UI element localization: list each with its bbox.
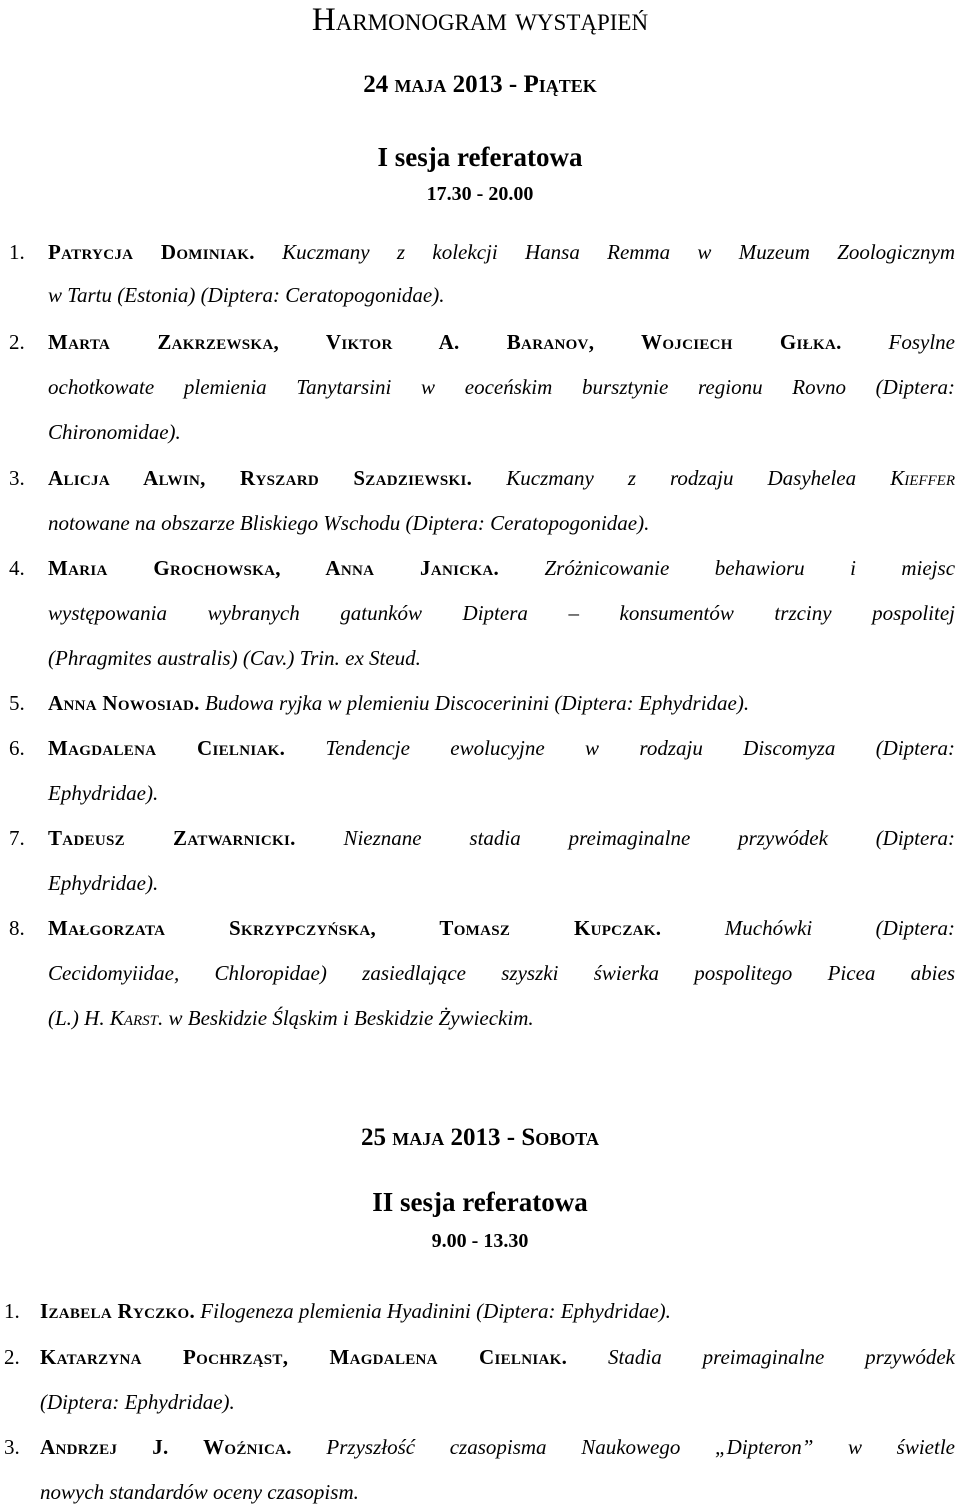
talk-title: (L.) H. Karst. w Beskidzie Śląskim i Beskidzie Żywieckim. [48,1006,534,1030]
talk-authors: Małgorzata Skrzypczyńska, Tomasz Kupczak. [48,916,662,940]
talk-title: występowania wybranych gatunków Diptera – konsumentów trzciny pospolitej [48,601,955,625]
talk-authors: Patrycja Dominiak. [48,240,255,264]
talk-authors: Magdalena Cielniak. [48,736,286,760]
talk-authors: Maria Grochowska, Anna Janicka. [48,556,500,580]
talk-title: Ephydridae). [48,781,159,805]
day1-time: 17.30 - 20.00 [426,183,534,205]
talk-authors: Anna Nowosiad. [48,691,200,715]
talk-authors: Izabela Ryczko. [40,1299,196,1323]
talk-title: Filogeneza plemienia Hyadinini (Diptera: Ephydridae). [200,1299,671,1323]
talk-title: Chironomidae). [48,420,181,444]
talk-title: (Diptera: Ephydridae). [40,1390,235,1414]
talk-title: Cecidomyiidae, Chloropidae) zasiedlające szyszki świerka pospolitego Picea abies [48,961,955,985]
talk-title: Zróżnicowanie behawioru i miejsc [544,556,956,580]
page-title: Harmonogram wystąpień [311,2,649,38]
talk-title: ochotkowate plemienia Tanytarsini w eoceńskim bursztynie regionu Rovno (Diptera: [48,375,955,399]
talk-title: nowych standardów oceny czasopism. [40,1480,359,1504]
talk-authors: Andrzej J. Woźnica. [40,1435,292,1459]
talk-title: Budowa ryjka w plemieniu Discocerinini (Diptera: Ephydridae). [204,691,750,715]
talk-title: (Phragmites australis) (Cav.) Trin. ex Steud. [48,646,421,670]
talk-title: Tendencje ewolucyjne w rodzaju Discomyza (Diptera: [325,736,956,760]
talk-title: Kuczmany z kolekcji Hansa Remma w Muzeum Zoologicznym [282,240,956,264]
talk-title: w Tartu (Estonia) (Diptera: Ceratopogonidae). [48,283,445,307]
day2-heading: 25 maja 2013 - Sobota [361,1124,599,1151]
talk-title: Ephydridae). [48,871,159,895]
talk-authors: Tadeusz Zatwarnicki. [48,826,296,850]
talk-authors: Katarzyna Pochrząst, Magdalena Cielniak. [40,1345,568,1369]
talk-title: Stadia preimaginalne przywódek [608,1345,955,1369]
talk-title: Muchówki (Diptera: [724,916,955,940]
talk-title: notowane na obszarze Bliskiego Wschodu (Diptera: Ceratopogonidae). [48,511,650,535]
talk-title: Nieznane stadia preimaginalne przywódek (Diptera: [343,826,956,850]
talk-title: Przyszłość czasopisma Naukowego „Dipteron” w świetle [326,1435,955,1459]
talk-title: Fosylne [888,330,956,354]
day2-session: II sesja referatowa [372,1187,588,1217]
day1-session: I sesja referatowa [377,142,583,172]
talk-authors: Marta Zakrzewska, Viktor A. Baranov, Wojciech Giłka. [48,330,842,354]
day1-heading: 24 maja 2013 - Piątek [363,71,597,98]
day2-time: 9.00 - 13.30 [431,1230,529,1252]
talk-authors: Alicja Alwin, Ryszard Szadziewski. [48,466,473,490]
talk-title: Kuczmany z rodzaju Dasyhelea Kieffer [506,466,956,490]
